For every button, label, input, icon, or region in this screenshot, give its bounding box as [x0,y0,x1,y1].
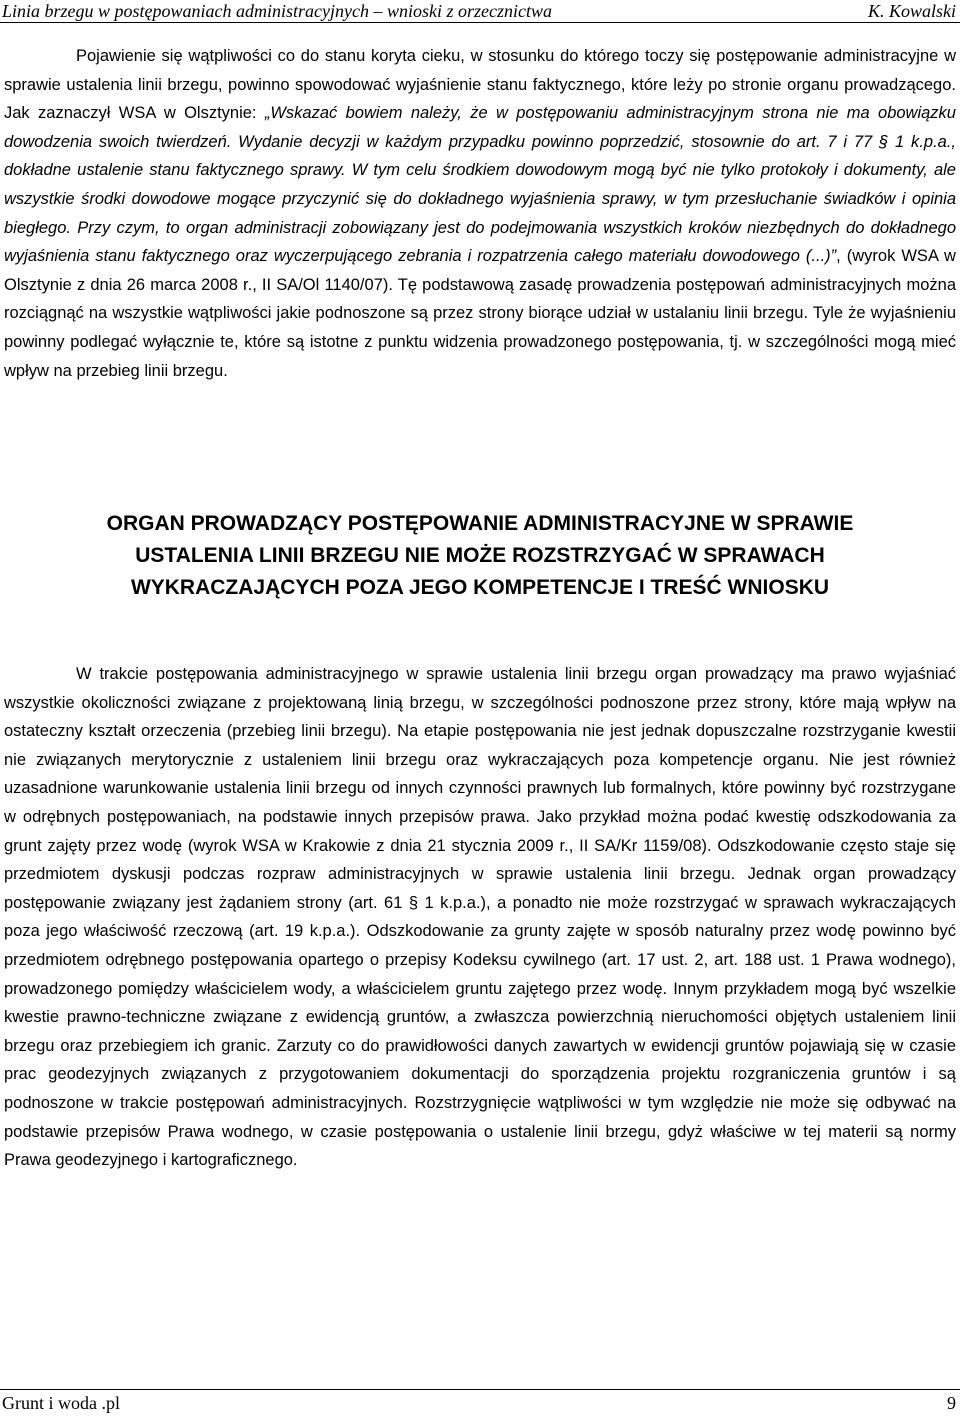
paragraph-2: W trakcie postępowania administracyjnego w sprawie ustalenia linii brzegu organ prowadzący ma prawo wyjaśniać wszystkie okoliczności związane z projektowaną linią brzegu, w szczególności podnoszone przez strony, które mają wpływ na ostateczny kształt orzeczenia (przebieg linii brzegu). Na etapie postępowania nie jest jednak dopuszczalne rozstrzyganie kwestii nie związanych merytorycznie z ustaleniem linii brzegu oraz wykraczających poza kompetencje organu. Nie jest również uzasadnione warunkowanie ustalenia linii brzegu od innych czynności prawnych lub formalnych, które powinny być rozstrzygane w odrębnych postępowaniach, na podstawie innych przepisów prawa. Jako przykład można podać kwestię odszkodowania za grunt zajęty przez wodę (wyrok WSA w Krakowie z dnia 21 stycznia 2009 r., II SA/Kr 1159/08). Odszkodowanie często staje się przedmiotem dyskusji podczas rozpraw administracyjnych w sprawie ustalenia linii brzegu. Jednak organ prowadzący postępowanie związany jest żądaniem strony (art. 61 § 1 k.p.a.), a ponadto nie może rozstrzygać w sprawach wykraczających poza jego właściwość rzeczową (art. 19 k.p.a.). Odszkodowanie za grunty zajęte w sposób naturalny przez wodę powinno być przedmiotem odrębnego postępowania opartego o przepisy Kodeksu cywilnego (art. 17 ust. 2, art. 188 ust. 1 Prawa wodnego), prowadzonego pomiędzy właścicielem wody, a właścicielem gruntu zajętego przez wodę. Innym przykładem mogą być wszelkie kwestie prawno-techniczne związane z ewidencją gruntów, a zwłaszcza powierzchnią nieruchomości objętych ustaleniem linii brzegu oraz przebiegiem ich granic. Zarzuty co do prawidłowości danych zawartych w ewidencji gruntów pojawiają się w czasie prac geodezyjnych związanych z przygotowaniem dokumentacji do sporządzenia projektu rozgraniczenia gruntów i są podnoszone w trakcie postępowań administracyjnych. Rozstrzygnięcie wątpliwości w tym względzie nie może się odbywać na podstawie przepisów Prawa wodnego, w czasie postępowania o ustalenie linii brzegu, gdyż właściwe w tej materii są normy Prawa geodezyjnego i kartograficznego. [4,665,956,1170]
section-heading-line-3: WYKRACZAJĄCYCH POZA JEGO KOMPETENCJE I TREŚĆ WNIOSKU [130,576,830,599]
paragraph-1-continuation: , (wyrok WSA w Olsztynie z dnia 26 marca 2008 r., II SA/Ol 1140/07). Tę podstawową zasadę prowadzenia postępowań administracyjnych można rozciągnąć na wszystkie wątpliwości jakie podnoszone są przez strony biorące udział w ustalaniu linii brzegu. Tyle że wyjaśnieniu powinny podlegać wyłącznie te, które są istotne z punktu widzenia prowadzonego postępowania, tj. w szczególności mogą mieć wpływ na przebieg linii brzegu. [4,247,956,380]
header-title: Linia brzegu w postępowaniach administracyjnych – wnioski z orzecznictwa [2,1,552,21]
court-quote: „Wskazać bowiem należy, że w postępowaniu administracyjnym strona nie ma obowiązku dowodzenia swoich twierdzeń. Wydanie decyzji w każdym przypadku powinno poprzedzić, stosownie do art. 7 i 77 § 1 k.p.a., dokładne ustalenie stanu faktycznego sprawy. W tym celu środkiem dowodowym mogą być nie tylko protokoły i dokumenty, ale wszystkie środki dowodowe mogące przyczynić się do dokładnego wyjaśnienia sprawy, w tym przesłuchanie świadków i opinia biegłego. Przy czym, to organ administracji zobowiązany jest do podejmowania wszystkich kroków niezbędnych do dokładnego wyjaśnienia stanu faktycznego oraz wyczerpującego zebrania i rozpatrzenia całego materiału dowodowego (...)” [4,104,956,266]
paragraph-1 [4,42,956,385]
page-footer [0,1389,960,1418]
paragraph-1-container [4,42,956,385]
section-heading-line-1: ORGAN PROWADZĄCY POSTĘPOWANIE ADMINISTRACYJNE W SPRAWIE [106,512,854,535]
section-heading [4,508,956,604]
header-author: K. Kowalski [867,1,956,21]
paragraph-1-text: Pojawienie się wątpliwości co do stanu koryta cieku, w stosunku do którego toczy się postępowanie administracyjne w sprawie ustalenia linii brzegu, powinno spowodować wyjaśnienie stanu faktycznego, które leży po stronie organu prowadzącego. Jak zaznaczył WSA w Olsztynie: [4,47,956,123]
section-heading-line-2: USTALENIA LINII BRZEGU NIE MOŻE ROZSTRZYGAĆ W SPRAWACH [135,544,825,567]
page-header [0,0,960,23]
paragraph-2-container [4,660,956,1175]
footer-site-name: Grunt i woda .pl [2,1393,120,1413]
page-number: 9 [947,1393,956,1413]
